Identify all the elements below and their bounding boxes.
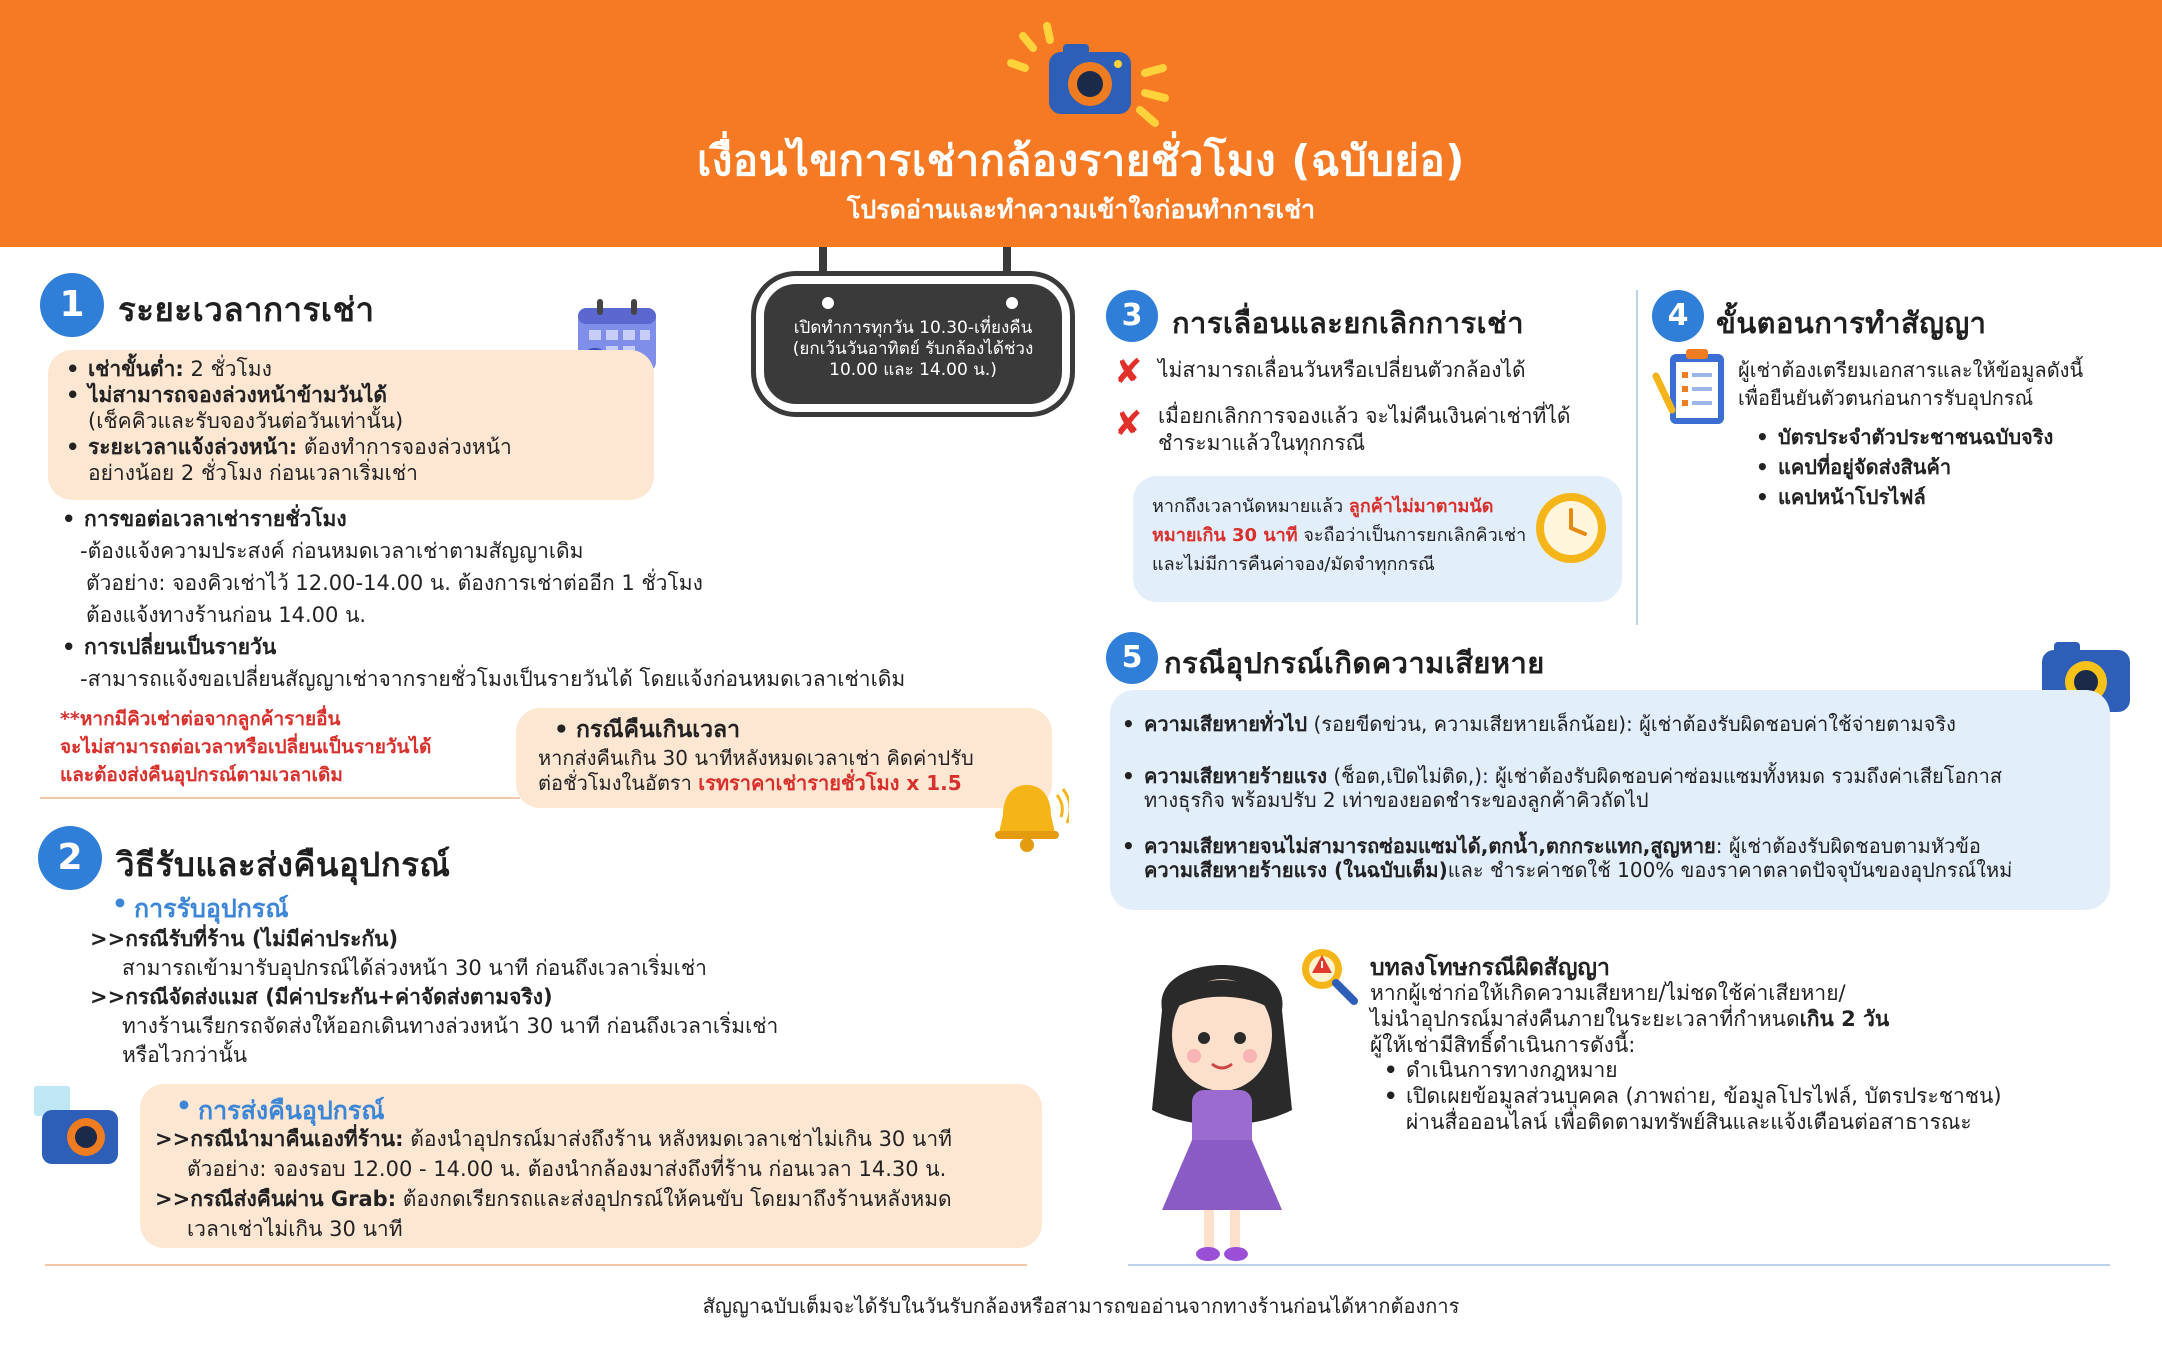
magnifier-warning-icon xyxy=(1296,943,1360,1007)
list-item: • การเปลี่ยนเป็นรายวัน xyxy=(58,631,798,663)
list-item: • ระยะเวลาแจ้งล่วงหน้า: ต้องทำการจองล่วงหน้า อย่างน้อย 2 ชั่วโมง ก่อนเวลาเริ่มเช่า xyxy=(62,434,652,486)
section-title-pickup-return: วิธีรับและส่งคืนอุปกรณ์ xyxy=(116,845,451,884)
girl-illustration xyxy=(1132,940,1312,1270)
hours-sign xyxy=(756,276,1070,412)
hours-text: เปิดทำการทุกวัน 10.30-เที่ยงคืน (ยกเว้นวันอาทิตย์ รับกล้องได้ช่วง 10.00 และ 14.00 น.) xyxy=(792,318,1034,380)
damage-list xyxy=(1118,712,2108,882)
list-item: • เปิดเผยข้อมูลส่วนบุคคล (ภาพถ่าย, ข้อมูลโปรไฟล์, บัตรประชาชน) ผ่านสื่อออนไลน์ เพื่อติดตามทรัพย์สินและแจ้งเตือนต่อสาธารณะ xyxy=(1380,1083,2120,1135)
section-number-4: 4 xyxy=(1652,290,1704,342)
no-reschedule-text: ไม่สามารถเลื่อนวันหรือเปลี่ยนตัวกล้องได้ xyxy=(1158,358,1526,382)
section-title-contract-steps: ขั้นตอนการทำสัญญา xyxy=(1716,306,1987,340)
bell-icon xyxy=(985,775,1069,859)
divider xyxy=(45,1264,1027,1266)
section-number-1: 1 xyxy=(40,273,104,337)
list-item: • เช่าขั้นต่ำ: 2 ชั่วโมง xyxy=(62,356,652,382)
penalty-intro: หากผู้เช่าก่อให้เกิดความเสียหาย/ไม่ชดใช้ค่าเสียหาย/ ไม่นำอุปกรณ์มาส่งคืนภายในระยะเวลาที่กำหนดเกิน 2 วัน ผู้ให้เช่ามีสิทธิ์ดำเนินการดังนี้: xyxy=(1370,981,1890,1057)
no-show-note: หากถึงเวลานัดหมายแล้ว ลูกค้าไม่มาตามนัด หมายเกิน 30 นาที จะถือว่าเป็นการยกเลิกคิวเช่า และไม่มีการคืนค่าจอง/มัดจำทุกกรณี xyxy=(1152,496,1527,575)
warning-note: **หากมีคิวเช่าต่อจากลูกค้ารายอื่น จะไม่สามารถต่อเวลาหรือเปลี่ยนเป็นรายวันได้ และต้องส่งคืนอุปกรณ์ตามเวลาเดิม xyxy=(60,708,432,786)
section-number-2: 2 xyxy=(38,826,102,890)
daily-detail: -สามารถแจ้งขอเปลี่ยนสัญญาเช่าจากรายชั่วโมงเป็นรายวันได้ โดยแจ้งก่อนหมดเวลาเช่าเดิม xyxy=(80,667,906,691)
list-item: • การส่งคืนอุปกรณ์ xyxy=(172,1091,672,1131)
sign-pin xyxy=(1001,292,1023,314)
list-item: • แคปที่อยู่จัดส่งสินค้า xyxy=(1752,452,2152,482)
documents-list xyxy=(1752,422,2152,512)
section-number-5: 5 xyxy=(1106,632,1158,684)
clock-icon xyxy=(1533,490,1609,566)
list-item: • ความเสียหายจนไม่สามารถซ่อมแซมได้,ตกน้ำ,ตกกระแทก,สูญหาย: ผู้เช่าต้องรับผิดชอบตามหัวข้อ ความเสียหายร้ายแรง (ในฉบับเต็ม)และ ชำระค่าชดใช้ 100% ของราคาตลาดปัจจุบันของอุปกรณ์ใหม่ xyxy=(1118,834,2108,882)
return-detail: >>กรณีนำมาคืนเองที่ร้าน: ต้องนำอุปกรณ์มาส่งถึงร้าน หลังหมดเวลาเช่าไม่เกิน 30 นาที ตัวอย่าง: จองรอบ 12.00 - 14.00 น. ต้องนำกล้องมาส่งถึงที่ร้าน ก่อนเวลา 14.30 น. >>กรณีส่งคืนผ่าน Grab: ต้องกดเรียกรถและส่งอุปกรณ์ให้คนขับ โดยมาถึงร้านหลังหมด เวลาเช่าไม่เกิน 30 นาที xyxy=(155,1127,952,1241)
section-title-postpone-cancel: การเลื่อนและยกเลิกการเช่า xyxy=(1172,306,1524,340)
pickup-detail: >>กรณีรับที่ร้าน (ไม่มีค่าประกัน) สามารถเข้ามารับอุปกรณ์ได้ล่วงหน้า 30 นาที ก่อนถึงเวลาเริ่มเช่า >>กรณีจัดส่งแมส (มีค่าประกัน+ค่าจัดส่งตามจริง) ทางร้านเรียกรถจัดส่งให้ออกเดินทางล่วงหน้า 30 นาที ก่อนถึงเวลาเริ่มเช่า หรือไวกว่านั้น xyxy=(90,927,779,1067)
extend-detail: -ต้องแจ้งความประสงค์ ก่อนหมดเวลาเช่าตามสัญญาเดิม ตัวอย่าง: จองคิวเช่าไว้ 12.00-14.00 น. ต้องการเช่าต่ออีก 1 ชั่วโมง ต้องแจ้งทางร้านก่อน 14.00 น. xyxy=(80,539,703,627)
extend-list xyxy=(58,503,798,535)
list-item: • ความเสียหายทั่วไป (รอยขีดข่วน, ความเสียหายเล็กน้อย): ผู้เช่าต้องรับผิดชอบค่าใช้จ่ายตามจริง xyxy=(1118,712,2108,736)
section-title-rental-period: ระยะเวลาการเช่า xyxy=(118,290,375,329)
rental-terms-list xyxy=(62,356,652,486)
pickup-heading xyxy=(108,889,508,929)
column-divider xyxy=(1636,290,1638,625)
list-item: • แคปหน้าโปรไฟล์ xyxy=(1752,482,2152,512)
page-title: เงื่อนไขการเช่ากล้องรายชั่วโมง (ฉบับย่อ) xyxy=(697,136,1465,185)
page-subtitle: โปรดอ่านและทำความเข้าใจก่อนทำการเช่า xyxy=(846,195,1316,224)
daily-list xyxy=(58,631,798,663)
x-mark-icon: ✘ xyxy=(1114,352,1143,392)
late-return-detail: หากส่งคืนเกิน 30 นาทีหลังหมดเวลาเช่า คิดค่าปรับ ต่อชั่วโมงในอัตรา เรทราคาเช่ารายชั่วโมง x 1.5 xyxy=(538,746,974,795)
penalty-list xyxy=(1380,1057,2120,1135)
sign-pin xyxy=(817,292,839,314)
list-item: • บัตรประจำตัวประชาชนฉบับจริง xyxy=(1752,422,2152,452)
divider xyxy=(1128,1264,2110,1266)
clipboard-icon xyxy=(1652,346,1732,428)
list-item: • ไม่สามารถจองล่วงหน้าข้ามวันได้ (เช็คคิวและรับจองวันต่อวันเท่านั้น) xyxy=(62,382,652,434)
section-title-damage: กรณีอุปกรณ์เกิดความเสียหาย xyxy=(1164,646,1545,680)
late-return-title-list xyxy=(550,714,1030,746)
x-mark-icon: ✘ xyxy=(1114,404,1143,444)
no-refund-text: เมื่อยกเลิกการจองแล้ว จะไม่คืนเงินค่าเช่าที่ได้ ชำระมาแล้วในทุกกรณี xyxy=(1158,404,1571,455)
section-number-3: 3 xyxy=(1106,290,1158,342)
list-item: • การรับอุปกรณ์ xyxy=(108,889,508,929)
camera-photo-icon xyxy=(30,1080,125,1170)
list-item: • กรณีคืนเกินเวลา xyxy=(550,714,1030,746)
list-item: • การขอต่อเวลาเช่ารายชั่วโมง xyxy=(58,503,798,535)
list-item: • ดำเนินการทางกฎหมาย xyxy=(1380,1057,2120,1083)
list-item: • ความเสียหายร้ายแรง (ช็อต,เปิดไม่ติด,): ผู้เช่าต้องรับผิดชอบค่าซ่อมแซมทั้งหมด รวมถึงค่าเสียโอกาส ทางธุรกิจ พร้อมปรับ 2 เท่าของยอดชำระของลูกค้าคิวถัดไป xyxy=(1118,764,2108,812)
divider xyxy=(40,797,520,799)
penalty-title: บทลงโทษกรณีผิดสัญญา xyxy=(1370,955,1610,981)
footer-note: สัญญาฉบับเต็มจะได้รับในวันรับกล้องหรือสามารถขออ่านจากทางร้านก่อนได้หากต้องการ xyxy=(702,1294,1460,1318)
contract-intro: ผู้เช่าต้องเตรียมเอกสารและให้ข้อมูลดังนี้ เพื่อยืนยันตัวตนก่อนการรับอุปกรณ์ xyxy=(1738,358,2084,410)
camera-icon xyxy=(1005,18,1175,133)
